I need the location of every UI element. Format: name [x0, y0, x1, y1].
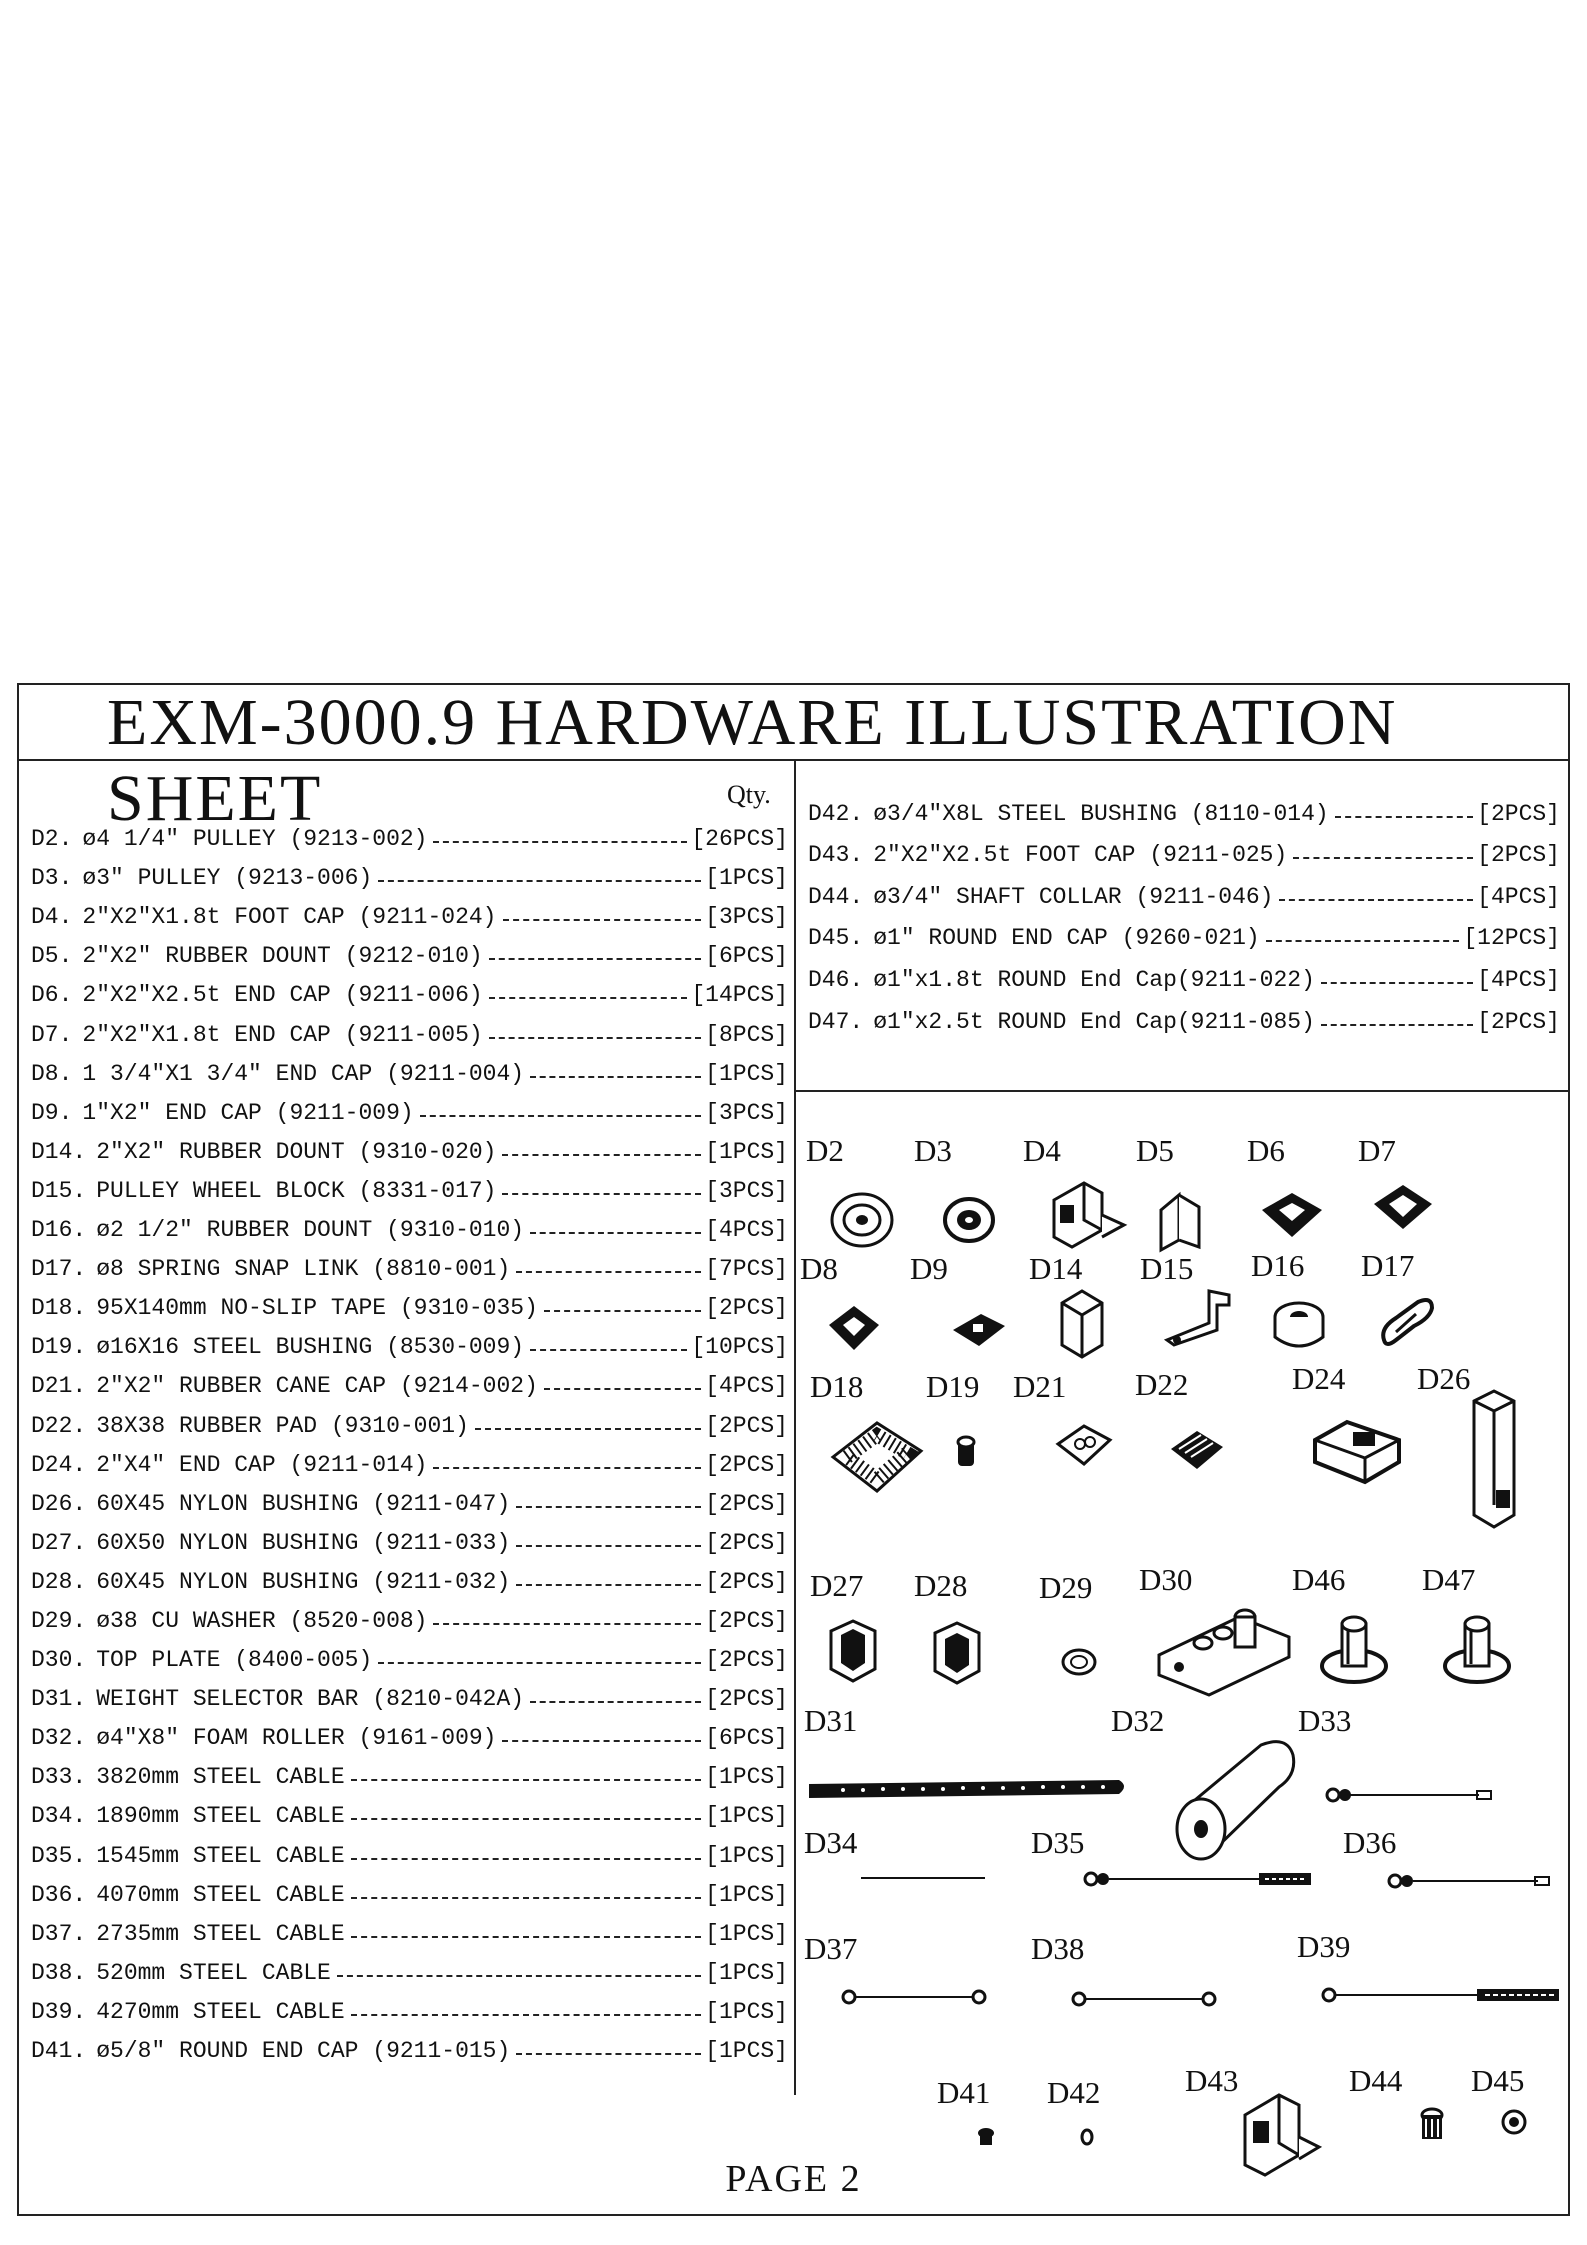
d18-no-slip-tape-icon — [827, 1415, 927, 1499]
leader-line — [433, 1467, 701, 1469]
part-description: ø1" ROUND END CAP (9260-021) — [873, 925, 1260, 952]
label-d30: D30 — [1139, 1562, 1193, 1597]
label-d19: D19 — [926, 1369, 980, 1404]
part-row — [31, 969, 788, 1008]
d41-round-end-cap-icon — [975, 2123, 997, 2153]
leader-line — [337, 1975, 701, 1977]
leader-line — [433, 841, 687, 843]
d26-nylon-bushing-icon — [1464, 1385, 1524, 1535]
part-code: D31. — [31, 1686, 87, 1713]
part-row — [31, 1908, 788, 1947]
part-description: 2"X4" END CAP (9211-014) — [96, 1451, 428, 1478]
leader-line — [489, 1037, 701, 1039]
part-row — [31, 1595, 788, 1634]
part-description: 2"X2" RUBBER CANE CAP (9214-002) — [96, 1373, 538, 1400]
leader-line — [1321, 982, 1473, 984]
label-d21: D21 — [1013, 1369, 1067, 1404]
part-code: D33. — [31, 1764, 87, 1791]
part-code: D19. — [31, 1334, 87, 1361]
part-quantity: [10PCS] — [691, 1334, 788, 1361]
part-quantity: [12PCS] — [1463, 925, 1560, 952]
leader-line — [516, 1545, 701, 1547]
right-parts-list — [808, 785, 1560, 1035]
part-row — [31, 1126, 788, 1165]
leader-line — [351, 1779, 702, 1781]
part-quantity: [2PCS] — [705, 1295, 788, 1322]
part-code: D30. — [31, 1647, 87, 1674]
d32-foam-roller-icon — [1169, 1725, 1309, 1875]
label-d3: D3 — [914, 1133, 952, 1168]
label-d26: D26 — [1417, 1361, 1471, 1396]
part-quantity: [2PCS] — [705, 1686, 788, 1713]
qty-header: Qty. — [727, 780, 771, 809]
part-code: D37. — [31, 1920, 87, 1947]
part-row — [31, 1439, 788, 1478]
part-code: D42. — [808, 800, 864, 827]
d24-end-cap-icon — [1307, 1410, 1407, 1490]
part-description: 3820mm STEEL CABLE — [96, 1764, 345, 1791]
part-quantity: [2PCS] — [705, 1412, 788, 1439]
label-d42: D42 — [1047, 2075, 1101, 2110]
part-quantity: [1PCS] — [705, 1764, 788, 1791]
part-row — [31, 1204, 788, 1243]
leader-line — [351, 1858, 702, 1860]
part-code: D2. — [31, 826, 73, 853]
part-code: D27. — [31, 1529, 87, 1556]
part-description: ø2 1/2" RUBBER DOUNT (9310-010) — [96, 1217, 525, 1244]
part-code: D22. — [31, 1412, 87, 1439]
d37-steel-cable-icon — [839, 1985, 989, 2009]
leader-line — [420, 1115, 701, 1117]
part-quantity: [2PCS] — [705, 1568, 788, 1595]
d19-steel-bushing-icon — [951, 1430, 981, 1470]
part-quantity: [2PCS] — [1477, 1008, 1560, 1035]
d6-end-cap-icon — [1257, 1185, 1327, 1245]
right-section-divider — [796, 1090, 1570, 1092]
leader-line — [503, 919, 702, 921]
leader-line — [489, 958, 701, 960]
part-quantity: [2PCS] — [705, 1451, 788, 1478]
part-quantity: [4PCS] — [705, 1373, 788, 1400]
part-description: 4070mm STEEL CABLE — [96, 1881, 345, 1908]
part-quantity: [1PCS] — [705, 1060, 788, 1087]
part-description: 2735mm STEEL CABLE — [96, 1920, 345, 1947]
part-code: D8. — [31, 1060, 73, 1087]
part-quantity: [1PCS] — [705, 1881, 788, 1908]
d27-nylon-bushing-icon — [825, 1615, 881, 1685]
part-quantity: [3PCS] — [705, 1099, 788, 1126]
part-row — [31, 1986, 788, 2025]
leader-line — [1321, 1024, 1473, 1026]
page-label: PAGE 2 — [725, 2158, 862, 2200]
d31-weight-selector-bar-icon — [803, 1770, 1133, 1810]
label-d36: D36 — [1343, 1825, 1397, 1860]
leader-line — [378, 880, 701, 882]
part-description: 1"X2" END CAP (9211-009) — [82, 1099, 414, 1126]
leader-line — [351, 2014, 702, 2016]
part-row — [31, 2025, 788, 2064]
d34-steel-cable-icon — [859, 1873, 989, 1883]
sheet-title: EXM-3000.9 HARDWARE ILLUSTRATION SHEET — [19, 685, 1568, 761]
label-d37: D37 — [804, 1931, 858, 1966]
part-row — [808, 868, 1560, 910]
label-d38: D38 — [1031, 1931, 1085, 1966]
d29-cu-washer-icon — [1059, 1645, 1099, 1679]
part-quantity: [4PCS] — [1477, 966, 1560, 993]
part-row — [31, 1517, 788, 1556]
leader-line — [544, 1388, 701, 1390]
part-code: D28. — [31, 1568, 87, 1595]
part-row — [808, 827, 1560, 869]
part-row — [31, 1282, 788, 1321]
part-description: 2"X2"X2.5t END CAP (9211-006) — [82, 982, 483, 1009]
part-code: D14. — [31, 1138, 87, 1165]
d5-rubber-dount-icon — [1151, 1185, 1211, 1255]
label-d7: D7 — [1358, 1133, 1396, 1168]
hardware-sheet — [17, 683, 1570, 2216]
label-d6: D6 — [1247, 1133, 1285, 1168]
label-d41: D41 — [937, 2075, 991, 2110]
part-description: ø1"x1.8t ROUND End Cap(9211-022) — [873, 966, 1315, 993]
part-quantity: [2PCS] — [705, 1647, 788, 1674]
leader-line — [530, 1701, 701, 1703]
part-description: ø3/4" SHAFT COLLAR (9211-046) — [873, 883, 1274, 910]
part-description: 60X45 NYLON BUSHING (9211-047) — [96, 1490, 511, 1517]
leader-line — [475, 1428, 701, 1430]
d7-end-cap-icon — [1369, 1179, 1437, 1237]
part-description: 1890mm STEEL CABLE — [96, 1803, 345, 1830]
d38-steel-cable-icon — [1069, 1987, 1219, 2011]
leader-line — [1293, 857, 1473, 859]
d8-end-cap-icon — [825, 1300, 883, 1356]
column-divider — [794, 761, 796, 2095]
part-code: D16. — [31, 1217, 87, 1244]
part-quantity: [1PCS] — [705, 1803, 788, 1830]
part-quantity: [6PCS] — [705, 1725, 788, 1752]
part-quantity: [2PCS] — [705, 1607, 788, 1634]
part-code: D17. — [31, 1256, 87, 1283]
leader-line — [530, 1232, 701, 1234]
part-code: D3. — [31, 865, 73, 892]
part-description: 4270mm STEEL CABLE — [96, 1998, 345, 2025]
part-description: 38X38 RUBBER PAD (9310-001) — [96, 1412, 469, 1439]
label-d24: D24 — [1292, 1361, 1346, 1396]
part-description: 2"X2"X1.8t FOOT CAP (9211-024) — [82, 904, 497, 931]
label-d35: D35 — [1031, 1825, 1085, 1860]
part-row — [31, 1165, 788, 1204]
part-row — [31, 1048, 788, 1087]
label-d29: D29 — [1039, 1570, 1093, 1605]
part-row — [31, 891, 788, 930]
d39-steel-cable-icon — [1319, 1981, 1569, 2009]
part-description: 60X45 NYLON BUSHING (9211-032) — [96, 1568, 511, 1595]
part-row — [31, 813, 788, 852]
part-quantity: [2PCS] — [1477, 800, 1560, 827]
part-quantity: [1PCS] — [705, 1138, 788, 1165]
label-d45: D45 — [1471, 2063, 1525, 2098]
d14-rubber-dount-icon — [1054, 1285, 1110, 1365]
label-d4: D4 — [1023, 1133, 1061, 1168]
leader-line — [530, 1076, 701, 1078]
part-code: D18. — [31, 1295, 87, 1322]
leader-line — [530, 1349, 687, 1351]
part-row — [31, 1712, 788, 1751]
d16-rubber-dount-icon — [1269, 1295, 1329, 1355]
label-d31: D31 — [804, 1703, 858, 1738]
d46-round-end-cap-icon — [1314, 1610, 1394, 1690]
part-description: ø16X16 STEEL BUSHING (8530-009) — [96, 1334, 525, 1361]
leader-line — [516, 2053, 701, 2055]
part-code: D39. — [31, 1998, 87, 2025]
label-d17: D17 — [1361, 1248, 1415, 1283]
leader-line — [433, 1623, 701, 1625]
part-row — [31, 852, 788, 891]
part-row — [31, 1829, 788, 1868]
part-description: ø1"x2.5t ROUND End Cap(9211-085) — [873, 1008, 1315, 1035]
label-d5: D5 — [1136, 1133, 1174, 1168]
part-description: 1 3/4"X1 3/4" END CAP (9211-004) — [82, 1060, 525, 1087]
d22-rubber-pad-icon — [1167, 1425, 1227, 1473]
label-d34: D34 — [804, 1825, 858, 1860]
part-code: D26. — [31, 1490, 87, 1517]
part-row — [31, 1556, 788, 1595]
label-d43: D43 — [1185, 2063, 1239, 2098]
d17-spring-snap-link-icon — [1374, 1290, 1440, 1356]
part-code: D6. — [31, 982, 73, 1009]
part-row — [31, 1869, 788, 1908]
part-code: D45. — [808, 925, 864, 952]
part-quantity: [7PCS] — [705, 1256, 788, 1283]
part-quantity: [26PCS] — [691, 826, 788, 853]
d2-pulley-icon — [827, 1190, 897, 1250]
leader-line — [351, 1818, 702, 1820]
part-code: D38. — [31, 1959, 87, 1986]
part-description: 2"X2" RUBBER DOUNT (9212-010) — [82, 943, 483, 970]
leader-line — [351, 1897, 702, 1899]
part-code: D29. — [31, 1607, 87, 1634]
part-quantity: [2PCS] — [705, 1490, 788, 1517]
part-description: 1545mm STEEL CABLE — [96, 1842, 345, 1869]
part-description: WEIGHT SELECTOR BAR (8210-042A) — [96, 1686, 525, 1713]
part-quantity: [1PCS] — [705, 1998, 788, 2025]
d47-round-end-cap-icon — [1437, 1610, 1517, 1690]
d9-end-cap-icon — [949, 1308, 1009, 1352]
d3-pulley-icon — [941, 1195, 997, 1245]
d35-steel-cable-icon — [1079, 1861, 1319, 1897]
leader-line — [502, 1193, 701, 1195]
part-row — [31, 1634, 788, 1673]
leader-line — [502, 1740, 701, 1742]
part-quantity: [6PCS] — [705, 943, 788, 970]
part-row — [31, 1008, 788, 1047]
part-row — [808, 993, 1560, 1035]
part-row — [31, 1751, 788, 1790]
part-code: D41. — [31, 2038, 87, 2064]
part-row — [808, 785, 1560, 827]
part-row — [31, 1478, 788, 1517]
part-code: D21. — [31, 1373, 87, 1400]
label-d18: D18 — [810, 1369, 864, 1404]
d30-top-plate-icon — [1149, 1595, 1299, 1705]
part-description: PULLEY WHEEL BLOCK (8331-017) — [96, 1177, 497, 1204]
part-row — [808, 951, 1560, 993]
part-quantity: [1PCS] — [705, 865, 788, 892]
label-d33: D33 — [1298, 1703, 1352, 1738]
leader-line — [1335, 816, 1473, 818]
d45-round-end-cap-icon — [1499, 2107, 1529, 2137]
part-quantity: [14PCS] — [691, 982, 788, 1009]
label-d46: D46 — [1292, 1562, 1346, 1597]
label-d9: D9 — [910, 1251, 948, 1286]
d15-pulley-wheel-block-icon — [1159, 1285, 1249, 1355]
label-d16: D16 — [1251, 1248, 1305, 1283]
d33-steel-cable-icon — [1319, 1775, 1499, 1815]
part-quantity: [3PCS] — [705, 904, 788, 931]
part-description: ø4"X8" FOAM ROLLER (9161-009) — [96, 1725, 497, 1752]
label-d27: D27 — [810, 1568, 864, 1603]
leader-line — [516, 1506, 701, 1508]
part-code: D43. — [808, 842, 864, 869]
part-code: D9. — [31, 1099, 73, 1126]
part-quantity: [1PCS] — [705, 2038, 788, 2064]
part-quantity: [1PCS] — [705, 1920, 788, 1947]
label-d28: D28 — [914, 1568, 968, 1603]
part-description: 2"X2" RUBBER DOUNT (9310-020) — [96, 1138, 497, 1165]
part-row — [31, 1087, 788, 1126]
leader-line — [516, 1271, 701, 1273]
label-d44: D44 — [1349, 2063, 1403, 2098]
part-description: TOP PLATE (8400-005) — [96, 1647, 373, 1674]
d42-steel-bushing-icon — [1079, 2127, 1095, 2147]
leader-line — [489, 997, 688, 999]
part-description: ø3/4"X8L STEEL BUSHING (8110-014) — [873, 800, 1329, 827]
part-row — [31, 1321, 788, 1360]
part-description: 95X140mm NO-SLIP TAPE (9310-035) — [96, 1295, 538, 1322]
part-description: 60X50 NYLON BUSHING (9211-033) — [96, 1529, 511, 1556]
label-d8: D8 — [800, 1251, 838, 1286]
part-quantity: [2PCS] — [1477, 842, 1560, 869]
leader-line — [378, 1662, 701, 1664]
part-quantity: [3PCS] — [705, 1177, 788, 1204]
leader-line — [516, 1584, 701, 1586]
part-description: ø8 SPRING SNAP LINK (8810-001) — [96, 1256, 511, 1283]
label-d2: D2 — [806, 1133, 844, 1168]
part-code: D4. — [31, 904, 73, 931]
part-code: D47. — [808, 1008, 864, 1035]
part-code: D7. — [31, 1021, 73, 1048]
part-code: D44. — [808, 883, 864, 910]
label-d22: D22 — [1135, 1367, 1189, 1402]
part-code: D36. — [31, 1881, 87, 1908]
d4-foot-cap-icon — [1044, 1175, 1129, 1255]
label-d32: D32 — [1111, 1703, 1165, 1738]
part-description: ø5/8" ROUND END CAP (9211-015) — [96, 2038, 511, 2064]
label-d15: D15 — [1140, 1251, 1194, 1286]
part-code: D5. — [31, 943, 73, 970]
part-code: D24. — [31, 1451, 87, 1478]
part-code: D32. — [31, 1725, 87, 1752]
d28-nylon-bushing-icon — [929, 1617, 985, 1687]
part-row — [31, 1399, 788, 1438]
leader-line — [502, 1154, 701, 1156]
part-quantity: [4PCS] — [705, 1217, 788, 1244]
part-description: ø4 1/4" PULLEY (9213-002) — [82, 826, 428, 853]
d36-steel-cable-icon — [1383, 1863, 1563, 1899]
part-row — [31, 930, 788, 969]
part-quantity: [1PCS] — [705, 1842, 788, 1869]
leader-line — [544, 1310, 701, 1312]
part-code: D34. — [31, 1803, 87, 1830]
part-quantity: [1PCS] — [705, 1959, 788, 1986]
left-parts-list — [31, 813, 788, 2064]
leader-line — [1279, 899, 1473, 901]
part-quantity: [4PCS] — [1477, 883, 1560, 910]
part-row — [31, 1673, 788, 1712]
part-row — [808, 910, 1560, 952]
label-d14: D14 — [1029, 1251, 1083, 1286]
part-row — [31, 1947, 788, 1986]
part-row — [31, 1243, 788, 1282]
part-description: 520mm STEEL CABLE — [96, 1959, 331, 1986]
part-code: D15. — [31, 1177, 87, 1204]
part-code: D35. — [31, 1842, 87, 1869]
part-description: ø3" PULLEY (9213-006) — [82, 865, 373, 892]
part-quantity: [2PCS] — [705, 1529, 788, 1556]
part-row — [31, 1360, 788, 1399]
part-code: D46. — [808, 966, 864, 993]
part-description: 2"X2"X1.8t END CAP (9211-005) — [82, 1021, 483, 1048]
part-description: ø38 CU WASHER (8520-008) — [96, 1607, 428, 1634]
d44-shaft-collar-icon — [1417, 2105, 1447, 2149]
leader-line — [1266, 940, 1460, 942]
d21-rubber-cane-cap-icon — [1054, 1420, 1114, 1470]
leader-line — [351, 1936, 702, 1938]
label-d39: D39 — [1297, 1929, 1351, 1964]
part-row — [31, 1790, 788, 1829]
part-description: 2"X2"X2.5t FOOT CAP (9211-025) — [873, 842, 1288, 869]
part-quantity: [8PCS] — [705, 1021, 788, 1048]
label-d47: D47 — [1422, 1562, 1476, 1597]
